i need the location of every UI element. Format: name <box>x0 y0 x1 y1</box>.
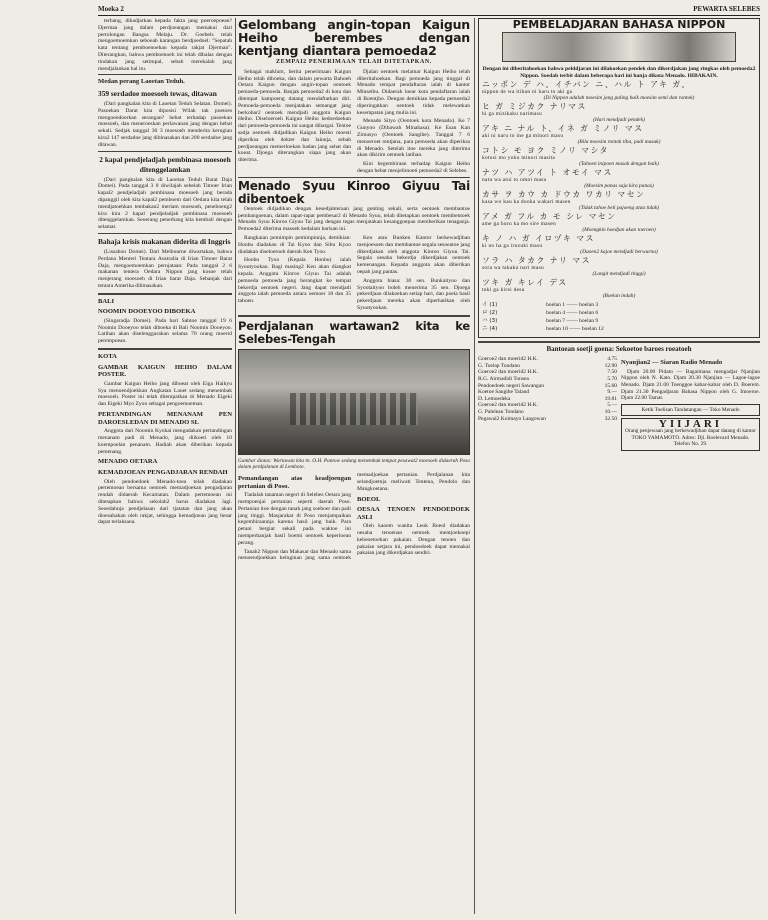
article-headline: 359 serdadoe moesoeh tewas, ditawan <box>98 88 217 98</box>
divider <box>478 341 760 343</box>
column-divider <box>235 18 236 914</box>
phrase-meaning: (Di Nippon adalah moesim jang paling baik moesim semi dan rontok) <box>543 95 695 102</box>
column-divider <box>474 18 475 914</box>
advertisement-text: Orang penjewaan jang berkewadjiban dapat datang di kantor TOKO YAMAMOTO. Adres: Djl. Boelevard Menado. Telefon No. 29. <box>625 427 756 448</box>
phrase-romaji: ki no ha ga irozuki masu <box>482 243 543 250</box>
donation-entry <box>478 396 617 403</box>
phrase-kana: アキ ニ ナル ト、イネ ガ ミノリ マス <box>482 124 644 134</box>
donor-name: G. Toelap Tondano <box>478 362 520 369</box>
donor-name: D. Lemoedeka <box>478 395 511 402</box>
article-text: Oleh pendoedoek Menado-toea telah diadakan pertemoean bersama oentoek memadjoekan pengadjaran rendah didaerah Kecamatan. Dalam pertemoean ini ditetapkan bahwa sekolah2 harus diadakan lagi. Seoedahnja pendjelasan dari tjatatan dan jang akan dioesahakan oleh rakjat, sehingga kemadjoean jang besar dapat terlaksana. <box>98 478 232 526</box>
phrase-item <box>482 213 756 233</box>
article-text: Menado Sityo (Oentoek kota Menado). Ke 7 Gunyoo (Dibawah Minahasa). Ke Esan Kan Zimusyo (Oentoek Sangihe). Tanggal 7 6 menoeroet rentjana, para pemoeda akan diperiksa di Menado. Setelah itoe mereka jang diterima akan dikirim oentoek latihan. <box>357 118 470 159</box>
divider <box>98 151 232 152</box>
article-subheading: Pemandangan atas keadjoengan pertanian di Poso. <box>238 475 351 490</box>
phrase-romaji: sora wa takaku nari masu <box>482 265 544 272</box>
article-text: Oentoek didjadikan dengan kesedjahteraan jang genting sekali, serta oentoek membantoe pembangoenan, dalam rapat-rapat pembesar2 di Menado Syuu, telah ditetapkan oentoek membentoek Menado Syuu Kinroo Giyuu Tai jang dengan tegas menjatakan kesanggoepan memberikan tenaganja. Pemoeda2 diterima masoek kedalam barisan ini. <box>238 205 470 233</box>
divider <box>238 177 470 178</box>
phrase-kana: ソラ ハ タカク ナリ マス <box>482 256 591 266</box>
article-headline: Perdjalanan wartawan2 kita ke Selebes-Tengah <box>238 318 470 346</box>
month-table-row <box>482 302 756 309</box>
section-heading: Medan perang Laoetan Teduh. <box>98 78 185 86</box>
phrase-item <box>482 279 756 299</box>
article-text: Kini kegembiraan terhadap Kaigun Heiho dengan hebat menjelimoeti pemoeda2 di Selebes. <box>357 161 470 174</box>
article-text: Ken atau Bunken Kantor berkewadjiban menjoesoen dan membantoe segala sesoeatoe jang dikerdjakan oleh anggota Kinroo Giyuu Tai. Segala oesaha bekerdja dikerdjakan oentoek kemenangan. Kepada anggota akan diberikan oepah jang pantas. <box>357 234 470 275</box>
article-text: Anggota dari Noomin Kyokai mengadakan pertandingan menanam padi di Menado, jang diikoeti oleh 10 koempoelan penanam. Hadiah akan diberikan kepada pemenang. <box>98 428 232 455</box>
page-number: Moeka 2 <box>98 5 124 13</box>
donation-amount: 5.— <box>607 402 617 409</box>
phrase-romaji: tuki ga kirei desu <box>482 287 525 294</box>
article-headline: KEMADJOEAN PENGADJARAN RENDAH <box>98 469 228 477</box>
main-subheadline: ZEMPAI2 PENERIMAAN TELAH DITETAPKAN. <box>276 59 432 65</box>
phrase-kana: ヒ ガ ミジカク ナリマス <box>482 102 587 112</box>
month-table-key: ロ (2) <box>482 310 498 317</box>
advertisement <box>621 404 760 417</box>
article-body <box>238 69 470 175</box>
donation-amount: 5.70 <box>607 375 617 382</box>
phrase-kana: ツキ ガ キレイ デス <box>482 278 568 288</box>
article-text: Anggota biasa: 30 sen. Bunkaityoo dan Syootaityoo boleh menerima 35 sen. Djoega pekerdjaan dilakoekan setiap hari, dan poela hasil pekerdjaan mereka akan diperhatikan oleh Syuutyookan. <box>357 277 470 311</box>
advertisement-text: Ketik Toelisan Tandatangan — Toko Menado <box>641 406 740 413</box>
article-text: (Dari pangkalan kita di Laoetan Teduh Barat Daja Domei). Pada tanggal 3 8 diwilajah sebelah Timoer Irian kapal2 pendjeladjah pembinasa moesoeh jang berada dipanggil oleh kita kapal2 pemboem dari Oedara kita telah mendjatoehkan tembakan2 meriam moesoeh, peneboeng2 kira kira 2 kapal pendjeladjah pembinasa moesoeh ditenggelamkan. Seoerang penerbang kita kembali dengan selamat. <box>98 176 232 231</box>
column-center <box>238 18 470 914</box>
donor-name: Pendoedoek negeri Sawangan <box>478 382 544 389</box>
divider <box>98 293 232 295</box>
article-text: Tanah2 Nippon dan Makasar dan Menado sama menoendjoekkan keinginan jang sama oentoek memadjoekan pertanian. Perdjalanan kita selandjoetnja meliwati Tentena, Pendolo dan Mangkoetana. <box>238 472 470 562</box>
month-table-key: イ (1) <box>482 302 498 309</box>
donation-entry <box>478 389 617 396</box>
article-headline: NOOMIN DOOEYOO DIBOEKA <box>98 308 196 316</box>
donation-entry <box>478 402 617 409</box>
divider <box>98 348 232 350</box>
donation-amount: 9.— <box>607 389 617 396</box>
article-text: Honbu Tyoo (Kepala Honbu) ialah Syuutyookan. Bagi masing2 Ken akan diangkat kepala. Anggota Kinroo Giyuu Tai adalah pemoeda pemoeda jang berangkat ke tempat bekerdja oentoek negeri. Jang dapat mendjadi anggota ialah pemoeda antara oemoer 18 dan 35 tahoen. <box>238 257 351 305</box>
phrase-item <box>482 81 756 101</box>
masthead-name: PEWARTA SELEBES <box>693 5 760 13</box>
article-text: Sebagai maklum, berita penerimaan Kaigun Heiho telah diboeka, dan dalam pewarta Bahoeh Oetara Kaigun dengan angin-topan oentoek pemoeda-pemoeda. Banjak pemoeda2 di kota dan ditempat kampoeng datang mendaftarkan diri. Pemoeda-pemoeda menjatakan semangat jang berkobar2 oentoek mendjadi anggota Kaigun Heiho. Diseloeroeh Kaigun Heiho kedoedoekan dari pemoeda-pemoeda ini sangat dihargai. Tentoe sadja oentoek didjadikan Kaigun Heiho moesti diperiksa oleh dokter dan lainnja, sebab perdjoeangan memerloekan badan jang sehat dan koeat. Djoega diterangkan siapa jang akan diterima. <box>238 68 351 164</box>
article-text: Oleh kaoem wanita Leok Boeol diadakan oesaha tenoenan oentoek mentjoekoepi kebeoetoehan pakaian. Dengan tenoen dan pakaian setjara ini, pendoedoek dapat memakai pakaian jang dikerdjakan sendiri. <box>357 523 470 557</box>
phrase-item <box>482 191 756 211</box>
phrase-meaning: (Moesim panas saja kira panas) <box>584 183 654 190</box>
phrase-item <box>482 147 756 167</box>
phrase-meaning: (Moengkin hoedjan akan toeroen) <box>582 227 656 234</box>
phrase-meaning: (Boelan indah) <box>602 293 636 300</box>
section-heading: MENADO OETARA <box>98 458 158 466</box>
month-table-key: ニ (4) <box>482 325 498 332</box>
month-table-value: boelan 4 —— boelan 6 <box>546 310 599 317</box>
phrase-meaning: (Tidak tahoe beli pajoeng atau tidak) <box>578 205 660 212</box>
lesson-intro: Dengan ini diberitahoekan bahwa pelddjaran ini dilakoekan pendek dan dikerdjakan jang ringkas oleh pemoeda2 Nippon. Soedah terbit dalam beberapa hari ini hanja dikota Menado. HIBAKAIN. <box>482 65 756 79</box>
radio-heading: Nyanjian2 — Siaran Radio Menado <box>621 359 723 367</box>
donor-name: Goeroe2 dan moerid2 H.K. <box>478 369 539 376</box>
donation-amount: 19.81 <box>604 395 617 402</box>
phrase-romaji: hi ga mizikaku narimasu <box>482 111 543 118</box>
phrase-romaji: natu wa atui to omoi masu <box>482 177 547 184</box>
article-text: terbang, dihadjarkan kepada fakta jang poeroepoean? Djermaa jang dalam perdjoeangan memakai dari pertolongan Bangsa Melaju. Dr. Goebels telah mengoemoemkan seboeah karangan berdjoedoel: "Sepatah kata tentang pemboenoehan kepada rakjat Djerman". Diterangkan, bahwa pemboenoeh ini telah dibalas dengan tindakan jang setimpal, sebab merekalah jang mendjalankan hal itu. <box>98 18 232 72</box>
divider <box>98 74 232 75</box>
donation-entry <box>478 409 617 416</box>
radio-program <box>621 356 760 453</box>
radio-text: Djam 20.00 Pidato — Bagaimana mengadjar Njanjian Nippon oleh N. Kato. Djam 20.30 Njanjian — Lagoe-lagoe Menado. Djam 21.00 Toenggoe kabar-kabar oleh D. Boerem. Djam 21.30 Pengadjaran Bahasa Nippon oleh G. Imoeroe. Djam 22.00 Tamat. <box>621 368 760 402</box>
month-table-row <box>482 326 756 333</box>
article-headline: Menado Syuu Kinroo Giyuu Tai dibentoek <box>238 178 470 206</box>
article-headline: GAMBAR KAIGUN HEIHO DALAM POSTER. <box>98 363 232 379</box>
donation-amount: 4.75 <box>607 356 617 363</box>
article-text: (Lissabon Domei). Dari Melbourne diwartakan, bahwa Perdana Menteri Tentara Australia di Irian Timoer Barat Daja, mengoemoemkan pernjataan: Pada tanggal 2 6 makanan tentera Oedara Nippon jang kosoe telah menjerang moesoeh di Irian barat Daja. Sebanjak dari tentara Amerika dibinasakan. <box>98 248 232 289</box>
donation-entry <box>478 376 617 383</box>
article-text: Gambar Kaigun Heiho jang diboeat oleh Eiga Haikyu Sya menoendjoekkan Angkatan Laoet sedang menembak moesoeh. Poster ini telah ditempatkan di Menado Eigeki dan Eigeki Myo Zyoo sebagai pengoemoeman. <box>98 380 232 408</box>
month-table-value: boelan 7 —— boelan 9 <box>546 317 599 324</box>
phrase-meaning: (Daoen2 kajoe mendjadi berwarna) <box>580 249 658 256</box>
phrase-romaji: aki ni naru to ine ga minori masu <box>482 133 564 140</box>
phrase-list <box>482 81 756 299</box>
donation-amount: 12.90 <box>604 362 617 369</box>
month-table <box>482 302 756 332</box>
donation-amount: 7.50 <box>607 369 617 376</box>
phrase-item <box>482 169 756 189</box>
phrase-kana: コトシ モ ヨク ミノリ マシタ <box>482 146 609 156</box>
donor-name: R.G. Airmadidi Tonsea <box>478 375 529 382</box>
article-headline: Bahaja krisis makanan diderita di Inggris <box>98 236 231 246</box>
phrase-meaning: (Bila moesim rontok tiba, padi masak) <box>577 139 661 146</box>
donation-list <box>478 356 617 453</box>
donor-name: Pegawai2 Koimayo Langowan <box>478 415 546 422</box>
phrase-item <box>482 103 756 123</box>
lesson-title: PEMBELADJARAN BAHASA NIPPON <box>512 18 726 31</box>
phrase-kana: キ ノ ハ ガ イロヅキ マス <box>482 234 595 244</box>
month-table-key: ハ (3) <box>482 317 498 324</box>
donor-name: Koetoe Sangihe Talaud <box>478 389 530 396</box>
main-headline: Gelombang angin-topan Kaigun Heiho berembes dengan kentjang diantara pemoeda2 <box>238 18 470 58</box>
column-right <box>478 18 760 914</box>
month-table-value: boelan 10 —— boelan 12 <box>546 325 604 332</box>
article-text: (Singaradja Domei). Pada hari Sabtoe tanggal 19 6 Noomin Dooeyoo telah diboeka di Bali Noomin Dooeyoo. Latihan akan diselenggarakan selama 70 orang moerid perempoean. <box>98 317 232 345</box>
article-text: Djalan oentoek melamar Kaigun Heiho telah diberitahoekan. Bagi pemoeda jang tinggal di Menado tempat pendaftaran ialah di kantor Minseibu. Didaerah loear kota pendaftaran ialah di Boentjho. Dengan demikian kepada pemoeda2 diperingatkan oentoek tidak melewatkan kesempatan jang mulia ini. <box>357 68 470 116</box>
article-text: Tiadalah tanaman negeri di Selebes Oetara jang mempoenjai pertanian seperti daerah Poso. Pertanian itoe dengan tanah jang soeboer dan padi jang tinggi. Masjarakat di Poso menjampaikan kegembiraannja karena hasil jang baik. Para petani bergiat sekali pada waktoe ini memperbanjak hasil boemi oentoek keperloean perang. <box>238 492 351 546</box>
phrase-kana: ニッポン デ ハ、イチバン ニ、ハル ト アキ ガ、 <box>482 80 691 90</box>
donation-amount: 15.60 <box>604 382 617 389</box>
donation-title: Bantoean soetji goena: Sekoetoe baroes roeatoeh <box>546 344 692 353</box>
section-heading: KOTA <box>98 353 117 361</box>
divider <box>238 315 470 317</box>
phrase-item <box>482 125 756 145</box>
donation-entry <box>478 383 617 390</box>
phrase-romaji: kasa wo kau ka dooka wakari masen <box>482 199 571 206</box>
article-headline: OESAA TENOEN PENDOEDOEK ASLI <box>357 506 470 521</box>
article-text: Rangkaian pemimpin pemimpinnja, demikian: Honbu diadakan di Tai Kyoo dan Sibu Kyoo diadakan diseloeroeh daerah Ken Tyoo. <box>238 234 351 255</box>
divider <box>98 233 232 234</box>
article-headline: PERTANDINGAN MENANAM PEN DAROESLEDAN DI MENADO SL <box>98 411 232 426</box>
phrase-meaning: (Tahoen inipoen masak dengan baik) <box>579 161 659 168</box>
advertisement-title: YIIJARI <box>658 418 723 431</box>
donation-entry <box>478 363 617 370</box>
article-body <box>238 235 470 312</box>
section-heading: BOEOL <box>357 495 381 503</box>
phrase-meaning: (Langit mendjadi tinggi) <box>592 271 646 278</box>
phrase-romaji: kotosi mo yoku minori masita <box>482 155 556 162</box>
donor-name: Goeroe2 dan moerid2 H.K. <box>478 356 539 363</box>
donation-entry <box>478 416 617 423</box>
month-table-row <box>482 318 756 325</box>
phrase-kana: ナツ ハ アツイ ト オモイ マス <box>482 168 613 178</box>
page-header <box>98 4 760 16</box>
phrase-kana: カサ ヲ カウ カ ドウカ ワカリ マセン <box>482 190 646 200</box>
phrase-romaji: ame ga huru ka mo sire masen <box>482 221 556 228</box>
donation-and-radio <box>478 356 760 453</box>
photo-caption: Gambar diatas: Wartawan kita tn. O.H. Pantow sedang menembak tempat pesawat2 moesoeh didaerah Poso dalam perdjalanan di Lemboto. <box>238 457 470 470</box>
phrase-item <box>482 257 756 277</box>
article-text: (Dari pangkalan kita di Laoetan Teduh Selatan. Domei). Pasoekan Darat kita diposisi Wilak tak poetoes mengoendoerkan serangan? hebat terhadap pasoekan moesoeh, dan meneroeskan perlawanan jang dengan hebat sekali. Sedjak tanggal 30 3 moesoeh menderita kerugian kira2 147 serdadoe jang dibinasakan dan 200 serdadoe jang ditawan. <box>98 100 232 148</box>
donation-entry <box>478 356 617 363</box>
article-body <box>238 472 470 562</box>
news-photo <box>238 349 470 455</box>
lesson-illustration <box>502 32 736 62</box>
article-headline: 2 kapal pendjeladjah pembinasa moesoeh ditenggelamkan <box>99 154 231 174</box>
phrase-kana: アメ ガ フル カ モ シレ マセン <box>482 212 617 222</box>
donation-amount: 32.50 <box>604 415 617 422</box>
donor-name: G. Palelean Tondano <box>478 408 524 415</box>
donation-entry <box>478 369 617 376</box>
donor-name: Goeroe2 dan moerid2 H.K. <box>478 402 539 409</box>
advertisement <box>621 418 760 450</box>
language-lesson-box <box>478 18 760 338</box>
section-heading: BALI <box>98 297 115 305</box>
phrase-meaning: (Hari mendjadi pendek) <box>593 117 645 124</box>
phrase-romaji: nippon de wa itiban ni haru to aki ga <box>482 89 573 96</box>
month-table-row <box>482 310 756 317</box>
column-left <box>98 18 232 914</box>
donation-amount: 10.— <box>604 408 617 415</box>
month-table-value: boelan 1 —— boelan 3 <box>546 302 599 309</box>
phrase-item <box>482 235 756 255</box>
